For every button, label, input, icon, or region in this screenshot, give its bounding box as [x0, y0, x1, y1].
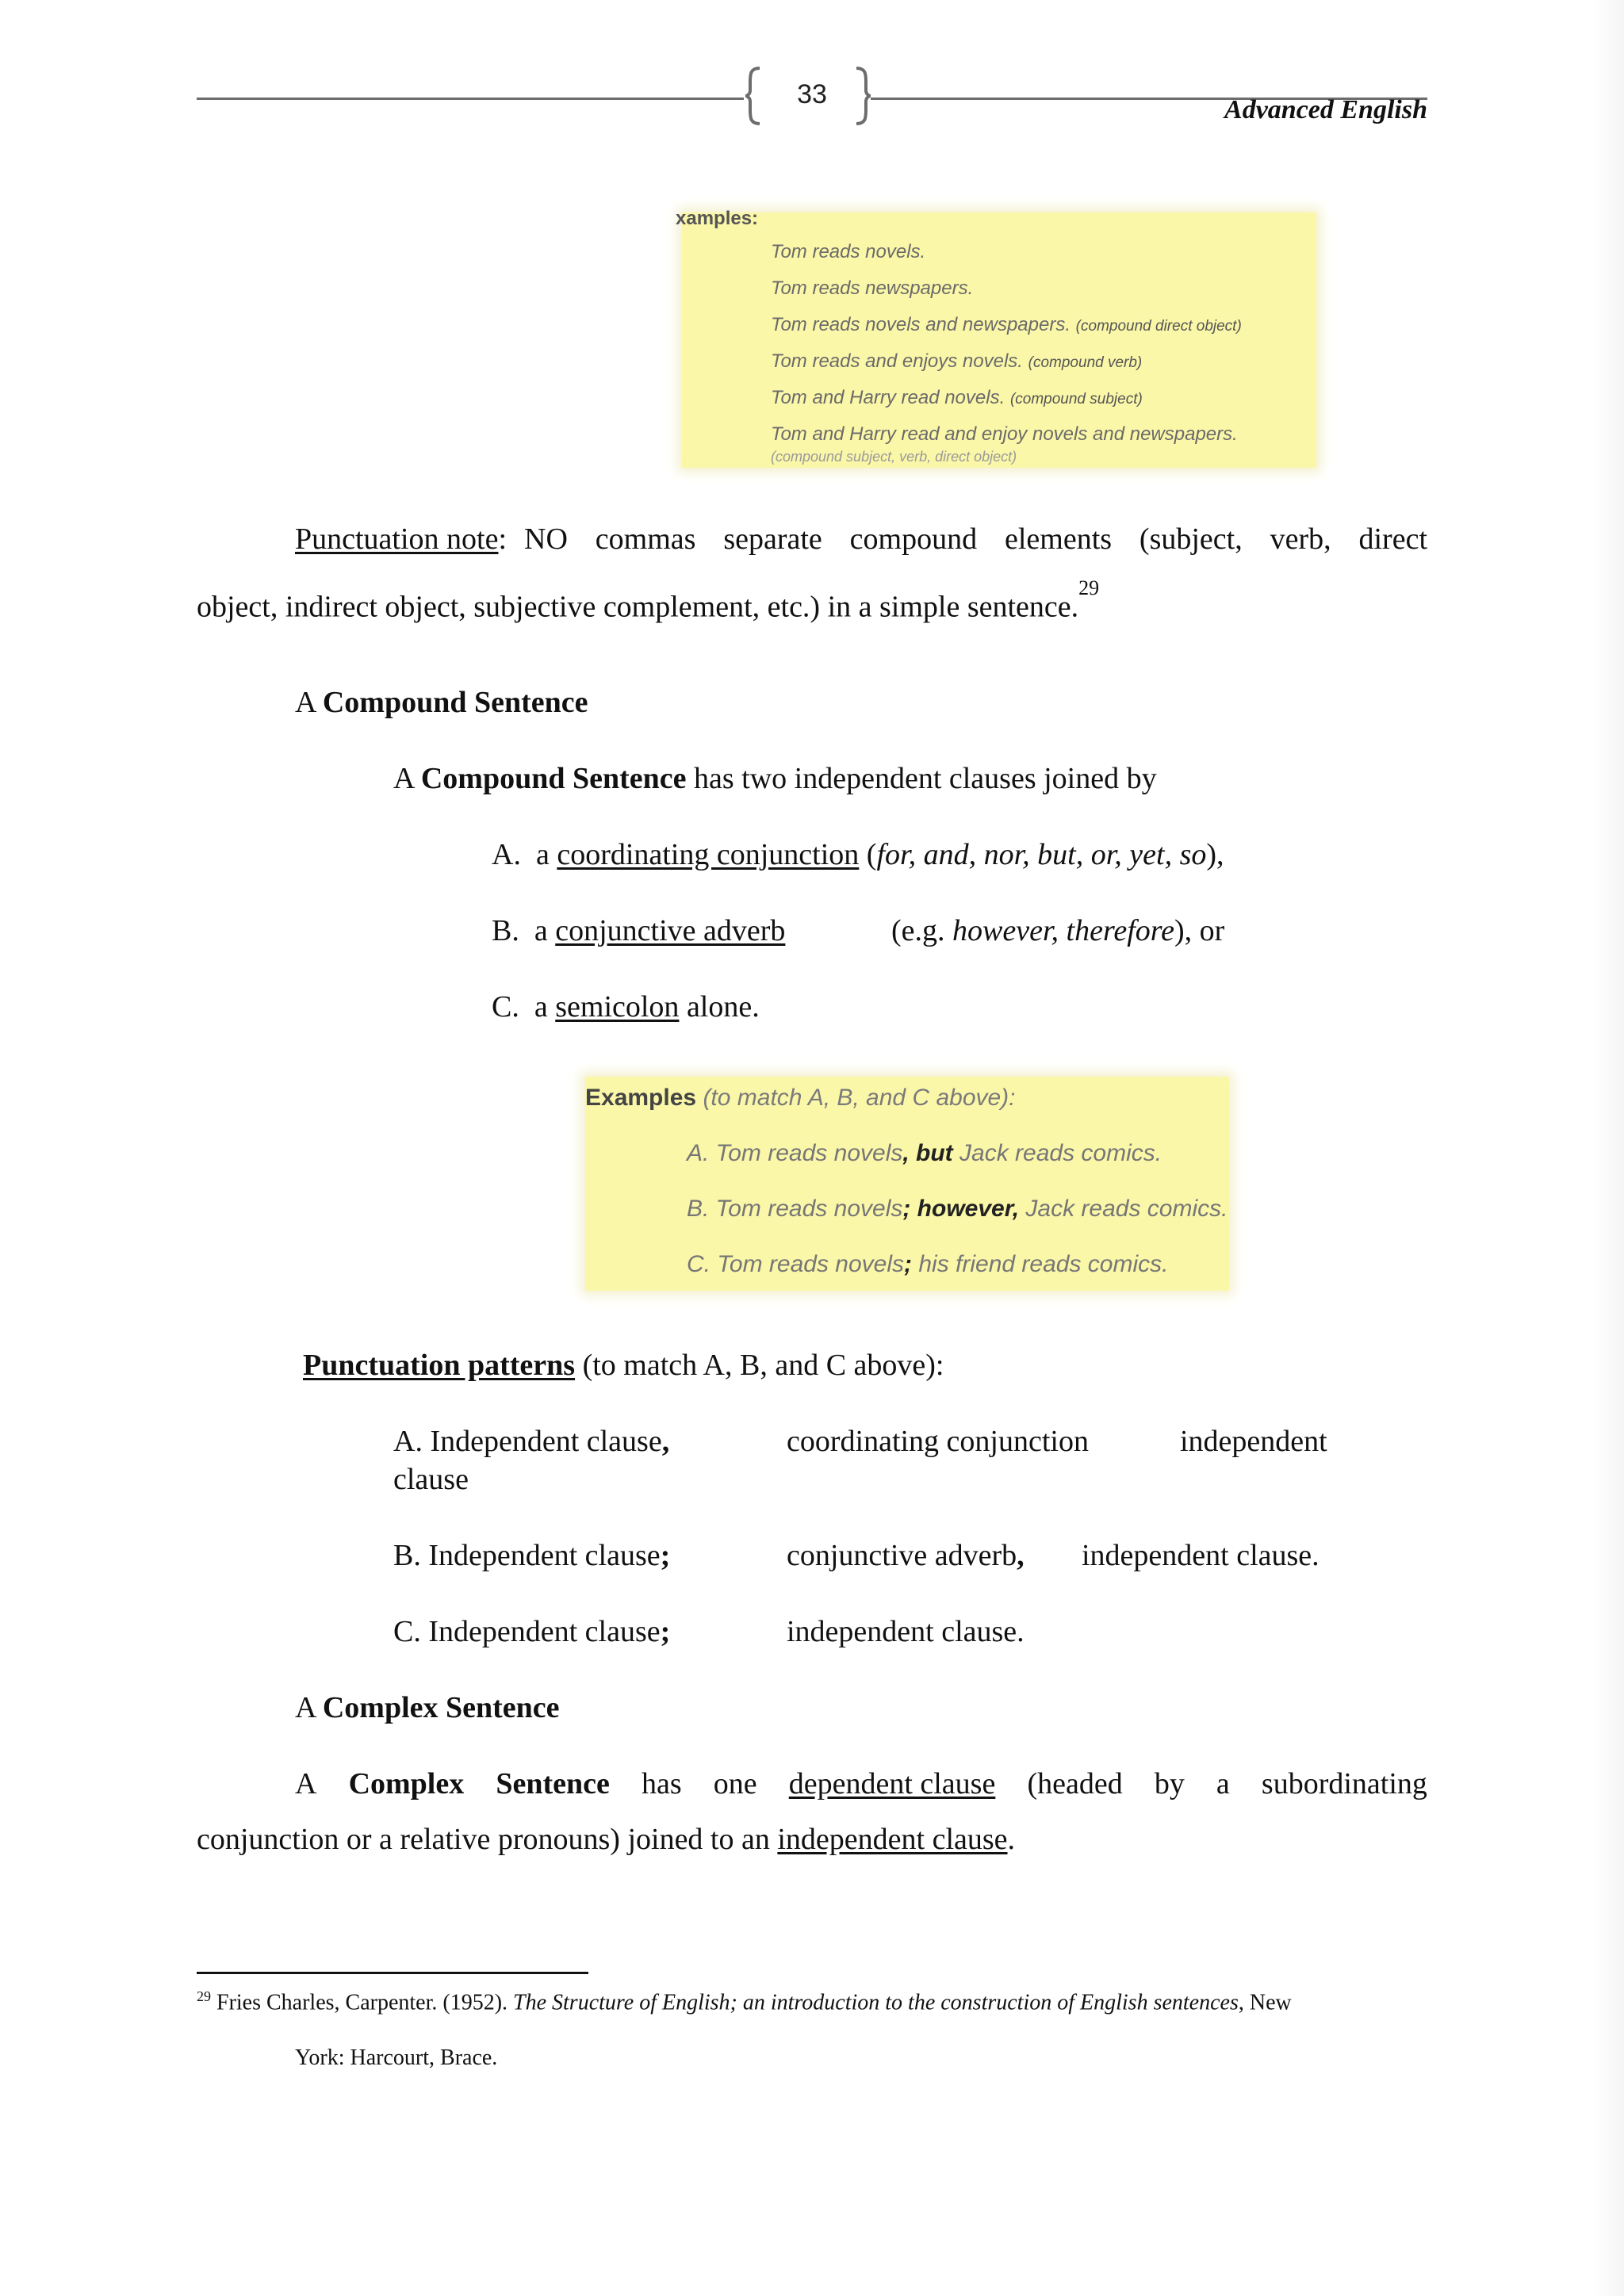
- compound-definition: A Compound Sentence has two independent clauses joined by: [393, 762, 1157, 795]
- example-row: C. Tom reads novels; his friend reads comics.: [687, 1251, 1169, 1277]
- punctuation-note-line1: Punctuation note: NO commas separate compound elements (subject, verb, direct: [295, 522, 1427, 556]
- pattern-a-indep: independent: [1180, 1425, 1327, 1458]
- example-row: Tom reads and enjoys novels. (compound verb): [771, 350, 1143, 372]
- example-row: B. Tom reads novels; however, Jack reads comics.: [687, 1196, 1228, 1222]
- example-box-simple: [676, 208, 1316, 468]
- pattern-c-clause: C. Independent clause;: [393, 1615, 671, 1648]
- pattern-c-indep: independent clause.: [787, 1615, 1025, 1648]
- compound-item-b-detail: (e.g. however, therefore), or: [891, 914, 1225, 947]
- compound-heading: A Compound Sentence: [295, 686, 588, 719]
- page-edge-shadow: [1592, 0, 1624, 2296]
- footnote-rule: [197, 1972, 588, 1974]
- pattern-a-wrap: clause: [393, 1463, 469, 1496]
- example-row: A. Tom reads novels, but Jack reads comics.: [687, 1140, 1162, 1166]
- pattern-a-conj: coordinating conjunction: [787, 1425, 1089, 1458]
- example-note: (compound subject, verb, direct object): [771, 449, 1017, 465]
- pattern-b-indep: independent clause.: [1082, 1539, 1320, 1572]
- patterns-heading: Punctuation patterns (to match A, B, and C above):: [303, 1349, 944, 1382]
- punctuation-note-line2: object, indirect object, subjective complement, etc.) in a simple sentence.$^{29}$: [197, 576, 1100, 624]
- compound-item-a: A. a coordinating conjunction (for, and, nor, but, or, yet, so),: [492, 838, 1224, 871]
- example-row: Tom and Harry read novels. (compound subject): [771, 387, 1143, 408]
- header-rule-left: [197, 98, 744, 100]
- footnote-line1: $^{29}$ Fries Charles, Carpenter. (1952). The Structure of English; an introduction to the construction of English sentences, New: [197, 1988, 1292, 2015]
- footnote-line2: York: Harcourt, Brace.: [295, 2045, 498, 2070]
- compound-item-c: C. a semicolon alone.: [492, 990, 760, 1024]
- page-number: 33: [797, 79, 827, 109]
- complex-definition-line2: conjunction or a relative pronouns) joined to an independent clause.: [197, 1823, 1016, 1856]
- example-row: Tom reads novels and newspapers. (compound direct object): [771, 314, 1242, 335]
- complex-definition-line1: A Complex Sentence has one dependent clause (headed by a subordinating: [295, 1767, 1427, 1800]
- example-row: Tom reads novels.: [771, 241, 926, 262]
- example-box-heading: Examples (to match A, B, and C above):: [585, 1085, 1016, 1111]
- running-title: Advanced English: [1224, 95, 1427, 124]
- right-brace-icon: [855, 67, 872, 125]
- pattern-b-adverb: conjunctive adverb,: [787, 1539, 1025, 1572]
- complex-heading: A Complex Sentence: [295, 1691, 560, 1724]
- example-box-heading: xamples:: [676, 208, 759, 229]
- pattern-b-clause: B. Independent clause;: [393, 1539, 671, 1572]
- example-row: Tom and Harry read and enjoy novels and newspapers.: [771, 423, 1238, 445]
- example-box-compound: [585, 1077, 1229, 1291]
- pattern-a-clause: A. Independent clause,: [393, 1425, 670, 1458]
- left-brace-icon: [744, 67, 761, 125]
- compound-item-b: B. a conjunctive adverb: [492, 914, 786, 947]
- footnote-ref: 29: [1078, 576, 1100, 599]
- example-row: Tom reads newspapers.: [771, 277, 974, 299]
